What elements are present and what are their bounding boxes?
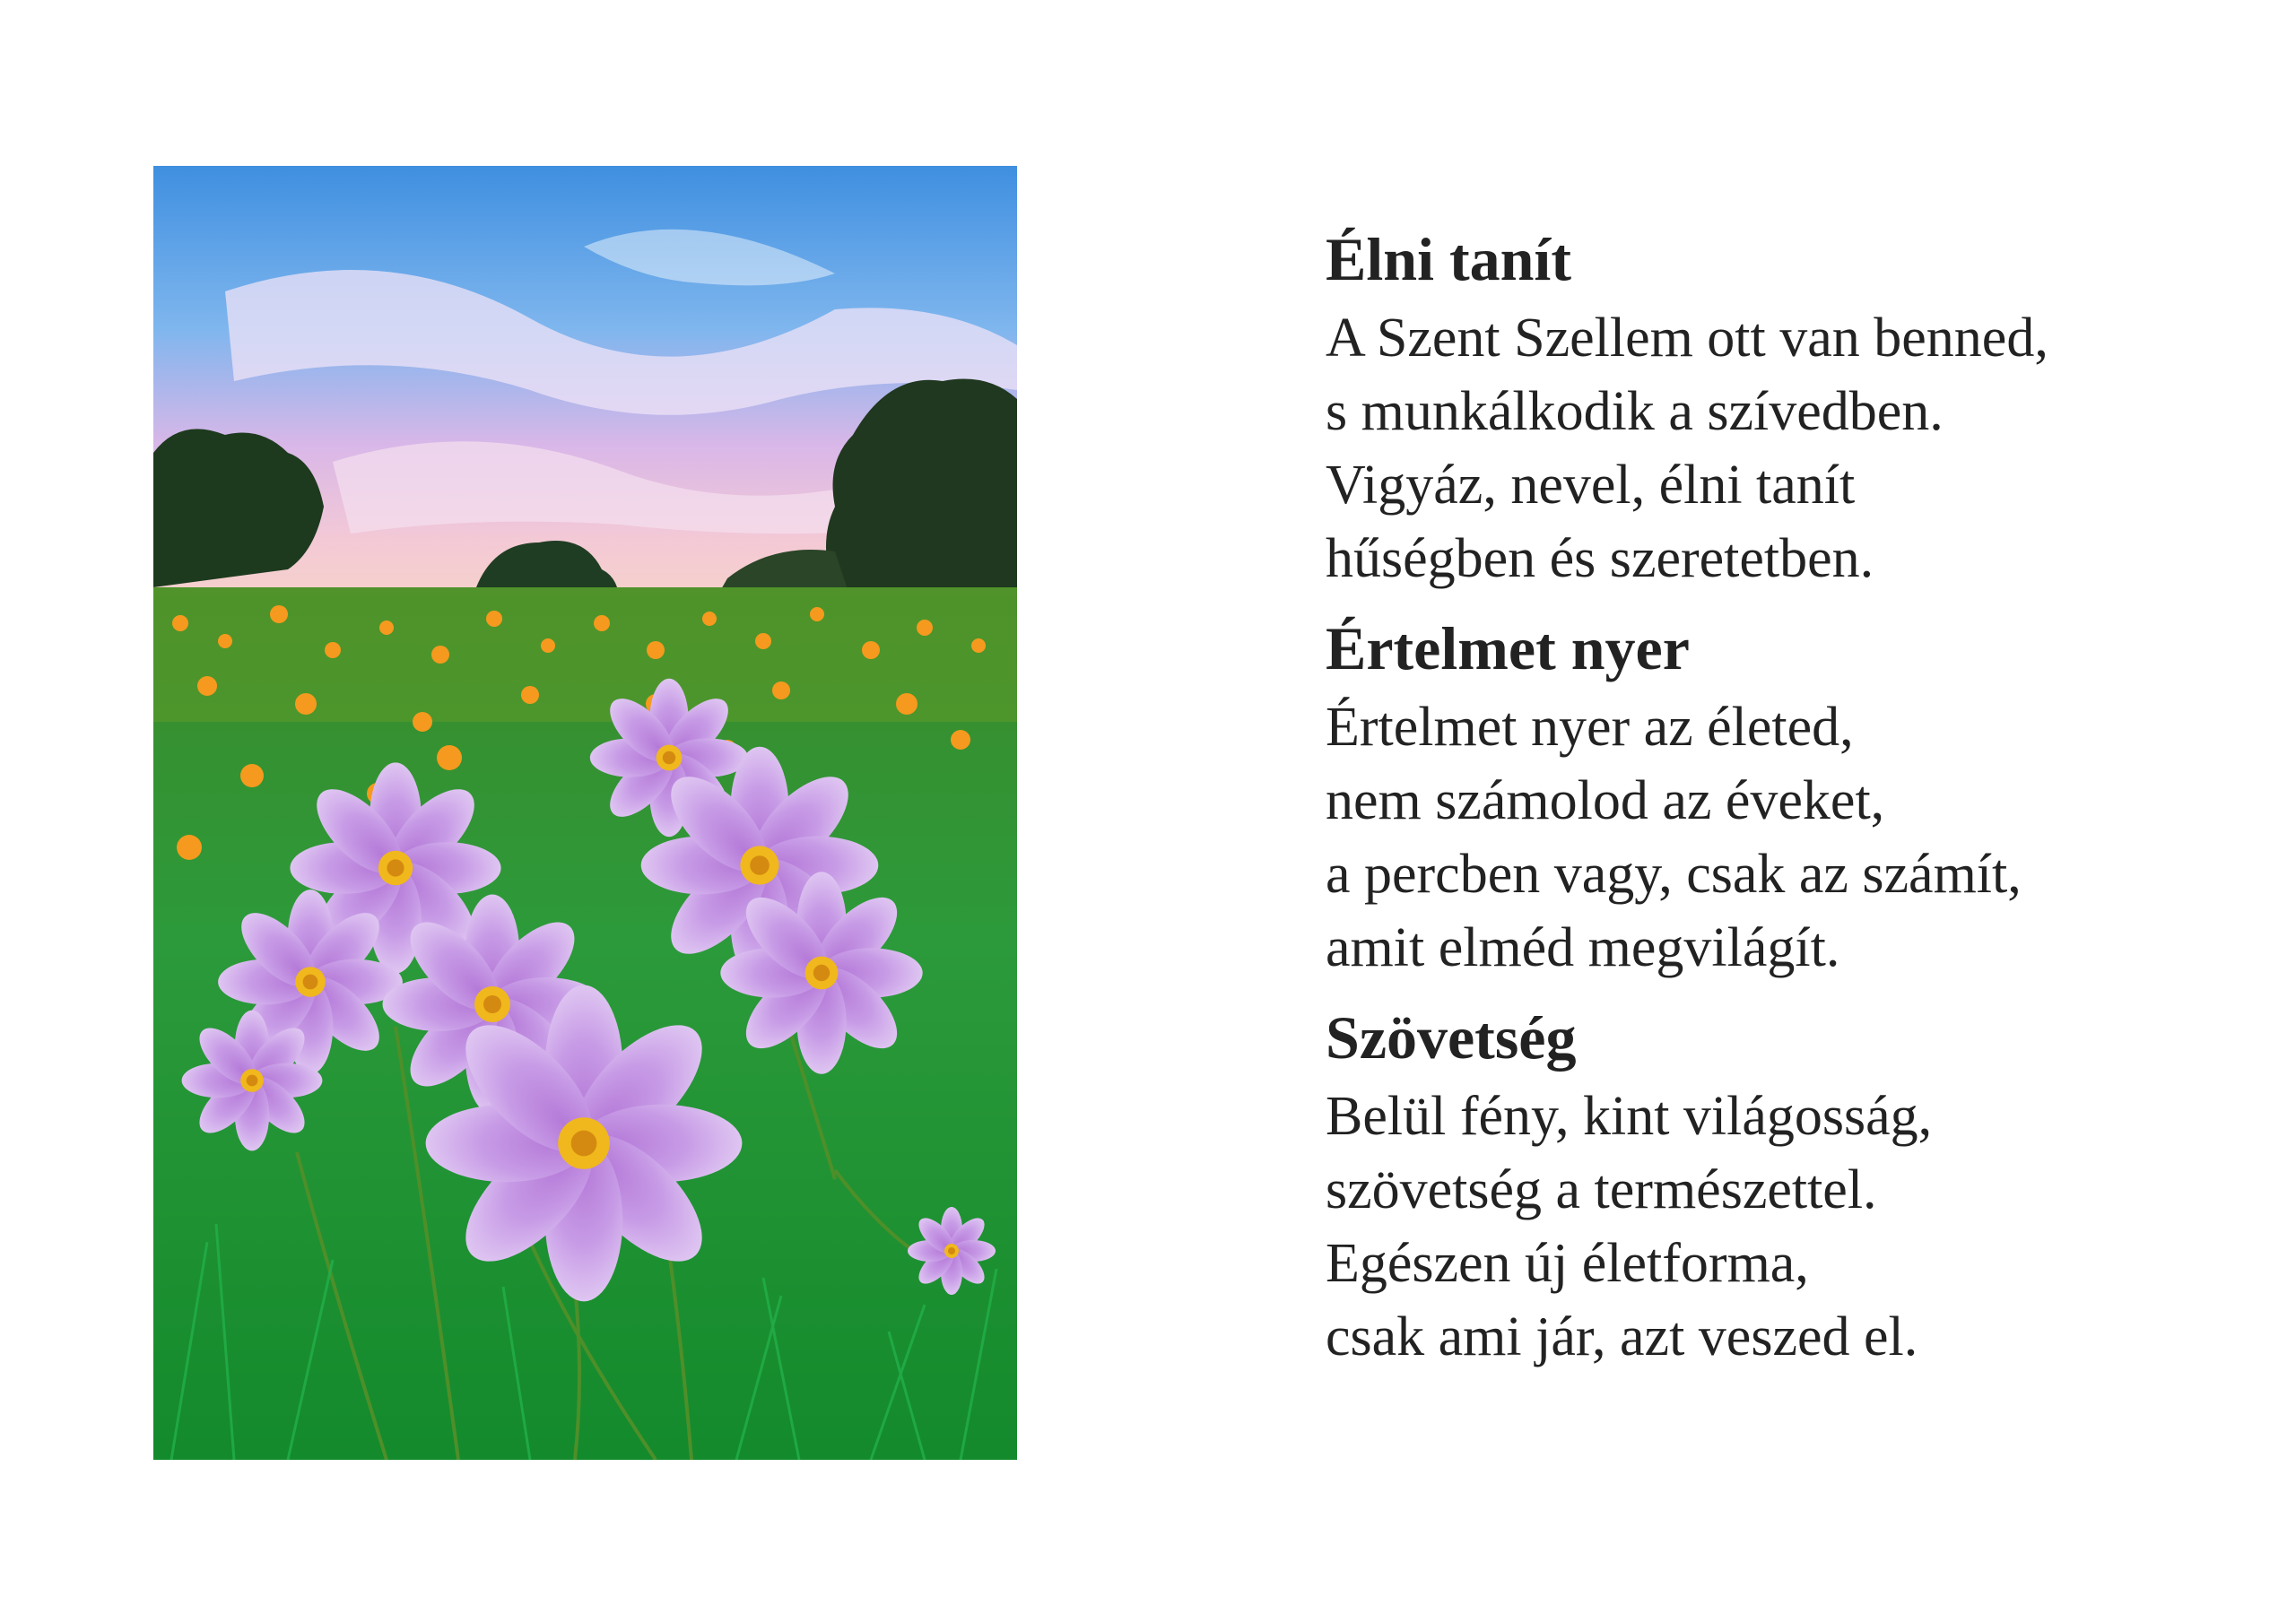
poem-line: csak ami jár, azt veszed el. [1326,1306,1918,1367]
poem-line: s munkálkodik a szívedben. [1326,381,1944,442]
poem-title: Élni tanít [1326,225,1571,293]
poem-line: Értelmet nyer az életed, [1326,697,1854,758]
poem-collection [1326,222,2222,1390]
poem-ertelmet-nyer [1326,612,2222,985]
poem-line: a percben vagy, csak az számít, [1326,844,2022,905]
poem-line: Belül fény, kint világosság, [1326,1086,1933,1147]
poem-line: A Szent Szellem ott van benned, [1326,308,2048,369]
flower-meadow-photo [153,166,1017,1460]
poem-line: szövetség a természettel. [1326,1159,1877,1220]
poem-line: nem számolod az éveket, [1326,770,1885,831]
poem-title: Szövetség [1326,1003,1577,1072]
poem-elni-tanit [1326,222,2222,595]
poem-line: amit elméd megvilágít. [1326,917,1840,978]
poem-line: hűségben és szeretetben. [1326,528,1874,589]
poem-line: Vigyáz, nevel, élni tanít [1326,455,1856,516]
poem-szovetseg [1326,1001,2222,1374]
poem-line: Egészen új életforma, [1326,1233,1809,1294]
poem-title: Értelmet nyer [1326,614,1690,682]
meadow-illustration [153,166,1017,1460]
